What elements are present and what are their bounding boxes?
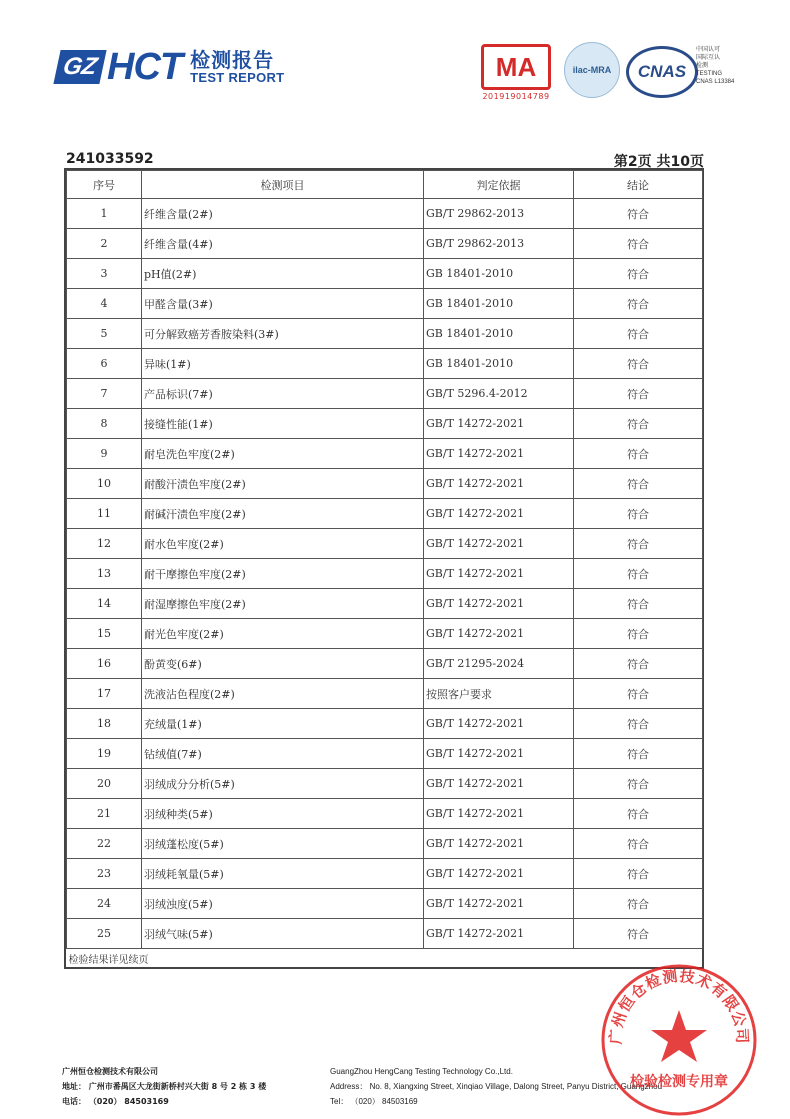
row-result: 符合 — [574, 709, 703, 739]
cnas-side-line: CNAS L13384 — [696, 79, 735, 85]
logo-title — [190, 47, 285, 85]
row-result: 符合 — [574, 349, 703, 379]
table-row — [67, 679, 703, 709]
table-row — [67, 439, 703, 469]
row-item: 羽绒浊度(5#) — [142, 889, 424, 919]
row-basis: GB/T 14272-2021 — [424, 559, 574, 589]
row-item: 耐皂洗色牢度(2#) — [142, 439, 424, 469]
row-item: 羽绒种类(5#) — [142, 799, 424, 829]
row-item: 甲醛含量(3#) — [142, 289, 424, 319]
row-item: 耐干摩擦色牢度(2#) — [142, 559, 424, 589]
table-row — [67, 889, 703, 919]
row-item: 异味(1#) — [142, 349, 424, 379]
row-basis: GB 18401-2010 — [424, 289, 574, 319]
row-item: 纤维含量(4#) — [142, 229, 424, 259]
row-basis: GB/T 14272-2021 — [424, 919, 574, 949]
table-row — [67, 409, 703, 439]
table-row — [67, 289, 703, 319]
row-no: 21 — [67, 799, 142, 829]
row-no: 19 — [67, 739, 142, 769]
footer-cn-company: 广州恒仓检测技术有限公司 — [62, 1067, 158, 1076]
table-row — [67, 739, 703, 769]
row-item: 接缝性能(1#) — [142, 409, 424, 439]
company-seal-icon — [594, 958, 764, 1118]
cnas-side-line: 中国认可 — [696, 47, 721, 53]
row-no: 17 — [67, 679, 142, 709]
row-no: 1 — [67, 199, 142, 229]
seal-star-icon — [651, 1010, 707, 1062]
row-result: 符合 — [574, 439, 703, 469]
row-no: 24 — [67, 889, 142, 919]
table-row — [67, 559, 703, 589]
row-basis: GB/T 14272-2021 — [424, 709, 574, 739]
table-row — [67, 709, 703, 739]
results-table — [64, 168, 704, 969]
row-item: 羽绒蓬松度(5#) — [142, 829, 424, 859]
row-item: 洗液沾色程度(2#) — [142, 679, 424, 709]
footer-en-phone: Tel： （020） 84503169 — [330, 1097, 418, 1106]
row-result: 符合 — [574, 379, 703, 409]
row-basis: GB/T 5296.4-2012 — [424, 379, 574, 409]
row-item: 羽绒耗氧量(5#) — [142, 859, 424, 889]
row-no: 25 — [67, 919, 142, 949]
row-result: 符合 — [574, 799, 703, 829]
row-result: 符合 — [574, 679, 703, 709]
logo-title-en: TEST REPORT — [190, 69, 285, 85]
cma-number: 201919014789 — [482, 92, 550, 101]
row-item: 产品标识(7#) — [142, 379, 424, 409]
table-row — [67, 619, 703, 649]
row-item: 可分解致癌芳香胺染料(3#) — [142, 319, 424, 349]
row-basis: GB/T 21295-2024 — [424, 649, 574, 679]
cma-mark — [480, 44, 552, 100]
row-no: 10 — [67, 469, 142, 499]
table-row — [67, 529, 703, 559]
header-item: 检测项目 — [142, 171, 424, 199]
table-row — [67, 259, 703, 289]
row-basis: 按照客户要求 — [424, 679, 574, 709]
row-result: 符合 — [574, 559, 703, 589]
row-basis: GB/T 14272-2021 — [424, 589, 574, 619]
row-result: 符合 — [574, 529, 703, 559]
table-row — [67, 229, 703, 259]
cma-icon: MA — [481, 44, 551, 90]
row-item: 耐光色牢度(2#) — [142, 619, 424, 649]
row-no: 13 — [67, 559, 142, 589]
company-logo — [57, 46, 284, 88]
row-item: 充绒量(1#) — [142, 709, 424, 739]
report-number: 241033592 — [66, 151, 154, 167]
row-result: 符合 — [574, 229, 703, 259]
table-row — [67, 319, 703, 349]
row-basis: GB 18401-2010 — [424, 349, 574, 379]
table-row — [67, 469, 703, 499]
footer-cn-address: 地址： 广州市番禺区大龙街新桥村兴大街 8 号 2 栋 3 楼 — [62, 1082, 267, 1091]
row-result: 符合 — [574, 409, 703, 439]
row-item: 酚黄变(6#) — [142, 649, 424, 679]
row-no: 16 — [67, 649, 142, 679]
row-no: 5 — [67, 319, 142, 349]
row-no: 23 — [67, 859, 142, 889]
row-item: 羽绒气味(5#) — [142, 919, 424, 949]
row-basis: GB/T 14272-2021 — [424, 499, 574, 529]
row-result: 符合 — [574, 619, 703, 649]
footer-cn — [62, 1064, 266, 1109]
row-item: 耐湿摩擦色牢度(2#) — [142, 589, 424, 619]
table-row — [67, 859, 703, 889]
seal-outer-text: 广州恒仓检测技术有限公司 — [606, 966, 752, 1045]
table-row — [67, 349, 703, 379]
row-result: 符合 — [574, 469, 703, 499]
row-no: 14 — [67, 589, 142, 619]
cnas-side-line: 国际互认 — [696, 55, 721, 61]
cnas-accreditation-text — [696, 46, 756, 86]
table-row — [67, 829, 703, 859]
row-result: 符合 — [574, 859, 703, 889]
row-item: 纤维含量(2#) — [142, 199, 424, 229]
table-row — [67, 799, 703, 829]
row-basis: GB/T 14272-2021 — [424, 829, 574, 859]
row-no: 9 — [67, 439, 142, 469]
row-basis: GB/T 14272-2021 — [424, 739, 574, 769]
row-item: 羽绒成分分析(5#) — [142, 769, 424, 799]
row-no: 3 — [67, 259, 142, 289]
row-no: 4 — [67, 289, 142, 319]
table-row — [67, 499, 703, 529]
row-basis: GB/T 14272-2021 — [424, 529, 574, 559]
row-basis: GB/T 14272-2021 — [424, 889, 574, 919]
row-result: 符合 — [574, 829, 703, 859]
row-result: 符合 — [574, 259, 703, 289]
cnas-side-line: TESTING — [696, 71, 723, 77]
row-no: 15 — [67, 619, 142, 649]
cnas-icon: CNAS — [626, 46, 698, 98]
row-no: 20 — [67, 769, 142, 799]
row-item: 耐酸汗渍色牢度(2#) — [142, 469, 424, 499]
row-result: 符合 — [574, 769, 703, 799]
row-result: 符合 — [574, 289, 703, 319]
footer-en-company: GuangZhou HengCang Testing Technology Co.,Ltd. — [330, 1067, 513, 1076]
table-row — [67, 379, 703, 409]
row-item: 钻绒值(7#) — [142, 739, 424, 769]
row-basis: GB/T 14272-2021 — [424, 799, 574, 829]
table-row — [67, 919, 703, 949]
row-basis: GB/T 14272-2021 — [424, 769, 574, 799]
row-basis: GB/T 14272-2021 — [424, 469, 574, 499]
row-result: 符合 — [574, 199, 703, 229]
table-row — [67, 199, 703, 229]
row-no: 12 — [67, 529, 142, 559]
row-no: 7 — [67, 379, 142, 409]
table-header-row — [67, 171, 703, 199]
table-row — [67, 649, 703, 679]
row-item: pH值(2#) — [142, 259, 424, 289]
table-row — [67, 589, 703, 619]
row-basis: GB/T 14272-2021 — [424, 439, 574, 469]
row-item: 耐水色牢度(2#) — [142, 529, 424, 559]
row-basis: GB/T 14272-2021 — [424, 409, 574, 439]
logo-title-cn: 检测报告 — [190, 47, 275, 72]
row-basis: GB/T 14272-2021 — [424, 859, 574, 889]
row-result: 符合 — [574, 649, 703, 679]
row-no: 18 — [67, 709, 142, 739]
row-result: 符合 — [574, 739, 703, 769]
row-basis: GB/T 14272-2021 — [424, 619, 574, 649]
row-basis: GB 18401-2010 — [424, 319, 574, 349]
row-no: 2 — [67, 229, 142, 259]
row-basis: GB/T 29862-2013 — [424, 199, 574, 229]
row-result: 符合 — [574, 589, 703, 619]
cnas-side-line: 检测 — [696, 63, 709, 69]
header-basis: 判定依据 — [424, 171, 574, 199]
table-footnote: 检验结果详见续页 — [67, 949, 703, 968]
row-result: 符合 — [574, 499, 703, 529]
header-no: 序号 — [67, 171, 142, 199]
logo-gz-mark: GZ — [53, 50, 106, 84]
row-basis: GB/T 29862-2013 — [424, 229, 574, 259]
page-info: 第2页 共10页 — [613, 154, 704, 170]
header-result: 结论 — [574, 171, 703, 199]
row-result: 符合 — [574, 889, 703, 919]
row-no: 6 — [67, 349, 142, 379]
logo-hct-text: HCT — [107, 45, 183, 88]
row-item: 耐碱汗渍色牢度(2#) — [142, 499, 424, 529]
row-no: 22 — [67, 829, 142, 859]
footer-cn-phone: 电话： （020） 84503169 — [62, 1097, 169, 1106]
row-result: 符合 — [574, 319, 703, 349]
row-result: 符合 — [574, 919, 703, 949]
ilac-mra-icon: ilac-MRA — [564, 42, 620, 98]
row-basis: GB 18401-2010 — [424, 259, 574, 289]
row-no: 11 — [67, 499, 142, 529]
footer-en-address: Address： No. 8, Xiangxing Street, Xinqiao Village, Dalong Street, Panyu District, Guangzhou — [330, 1082, 663, 1091]
seal-inner-text: 检验检测专用章 — [630, 1074, 728, 1090]
row-no: 8 — [67, 409, 142, 439]
table-row — [67, 769, 703, 799]
